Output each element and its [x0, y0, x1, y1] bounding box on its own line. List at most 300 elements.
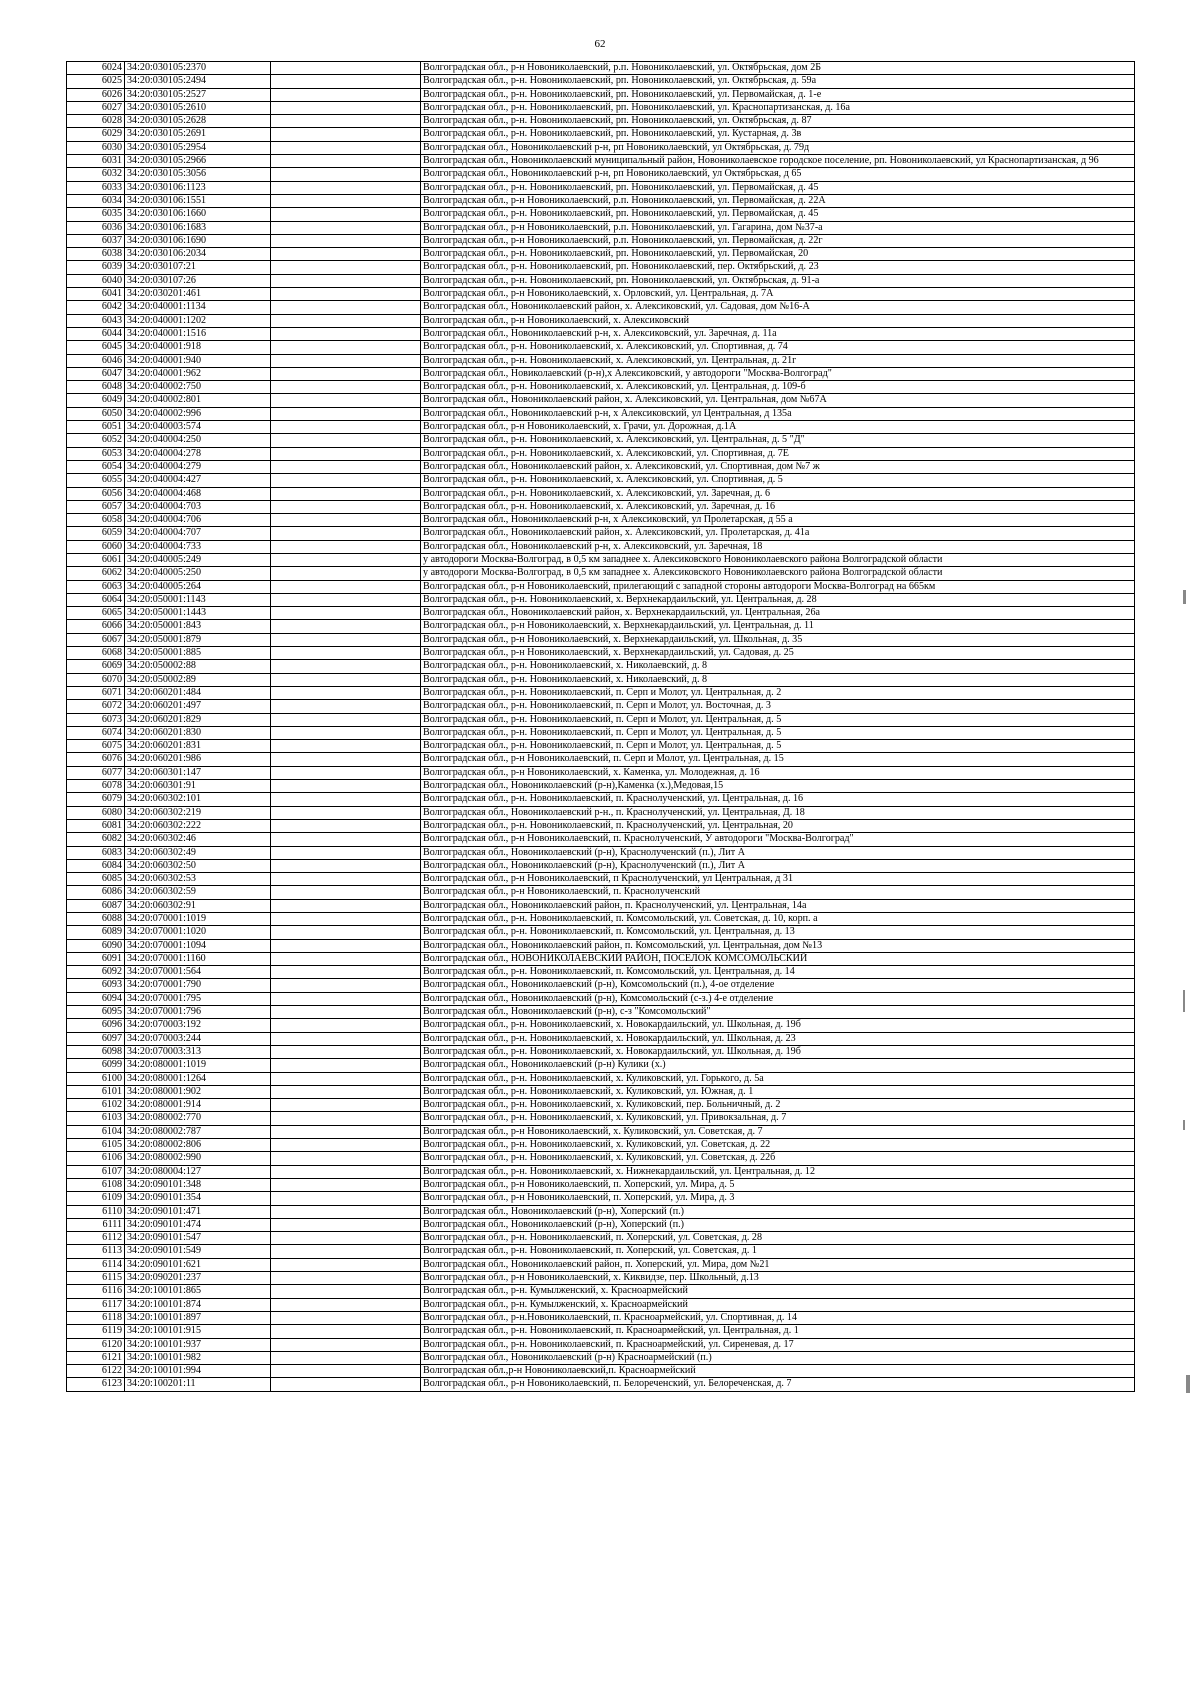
- address: Волгоградская обл., р-н Новониколаевский, х. Верхнекардаильский, ул. Центральная, д. 11: [421, 620, 1135, 633]
- empty-cell: [271, 593, 421, 606]
- cadastral-number: 34:20:040004:707: [125, 527, 271, 540]
- table-row: [67, 913, 1135, 926]
- cadastral-number: 34:20:040001:962: [125, 367, 271, 380]
- cadastral-number: 34:20:070001:790: [125, 979, 271, 992]
- row-number: 6108: [67, 1178, 125, 1191]
- address: Волгоградская обл., р-н. Новониколаевский, х. Новокардаильский, ул. Школьная, д. 19б: [421, 1019, 1135, 1032]
- empty-cell: [271, 1099, 421, 1112]
- empty-cell: [271, 873, 421, 886]
- empty-cell: [271, 580, 421, 593]
- row-number: 6053: [67, 447, 125, 460]
- cadastral-number: 34:20:030201:461: [125, 288, 271, 301]
- address: Волгоградская обл., р-н Новониколаевский, х. Верхнекардаильский, ул. Садовая, д. 25: [421, 647, 1135, 660]
- cadastral-number: 34:20:030107:26: [125, 274, 271, 287]
- row-number: 6104: [67, 1125, 125, 1138]
- row-number: 6050: [67, 407, 125, 420]
- row-number: 6086: [67, 886, 125, 899]
- cadastral-number: 34:20:060201:484: [125, 686, 271, 699]
- row-number: 6070: [67, 673, 125, 686]
- table-row: [67, 780, 1135, 793]
- row-number: 6071: [67, 686, 125, 699]
- address: Волгоградская обл., Новониколаевский район, х. Верхнекардаильский, ул. Центральная, 26а: [421, 607, 1135, 620]
- table-row: [67, 1125, 1135, 1138]
- address: Волгоградская обл., р-н. Новониколаевский, х. Николаевский, д. 8: [421, 660, 1135, 673]
- address: Волгоградская обл., р-н. Новониколаевский, п. Серп и Молот, ул. Центральная, д. 2: [421, 686, 1135, 699]
- empty-cell: [271, 1112, 421, 1125]
- cadastral-number: 34:20:040004:468: [125, 487, 271, 500]
- empty-cell: [271, 1139, 421, 1152]
- table-row: [67, 434, 1135, 447]
- cadastral-number: 34:20:030105:2494: [125, 75, 271, 88]
- row-number: 6060: [67, 540, 125, 553]
- address: Волгоградская обл., Новониколаевский (р-н) Кулики (х.): [421, 1059, 1135, 1072]
- empty-cell: [271, 686, 421, 699]
- row-number: 6103: [67, 1112, 125, 1125]
- row-number: 6107: [67, 1165, 125, 1178]
- cadastral-number: 34:20:040004:250: [125, 434, 271, 447]
- empty-cell: [271, 460, 421, 473]
- row-number: 6078: [67, 780, 125, 793]
- empty-cell: [271, 1258, 421, 1271]
- address: Волгоградская обл., Новониколаевский (р-н),Каменка (х.),Медовая,15: [421, 780, 1135, 793]
- cadastral-number: 34:20:070001:795: [125, 992, 271, 1005]
- cadastral-number: 34:20:060302:101: [125, 793, 271, 806]
- table-row: [67, 713, 1135, 726]
- table-row: [67, 1059, 1135, 1072]
- cadastral-number: 34:20:040001:1202: [125, 314, 271, 327]
- cadastral-number: 34:20:050001:1143: [125, 593, 271, 606]
- cadastral-number: 34:20:060302:46: [125, 833, 271, 846]
- row-number: 6106: [67, 1152, 125, 1165]
- cadastral-number: 34:20:070001:1160: [125, 952, 271, 965]
- cadastral-number: 34:20:080002:787: [125, 1125, 271, 1138]
- address: у автодороги Москва-Волгоград, в 0,5 км западнее х. Алексиковского Новониколаевского района Волгоградской области: [421, 553, 1135, 566]
- address: Волгоградская обл., Новониколаевский (р-н), с-з "Комсомольский": [421, 1006, 1135, 1019]
- cadastral-number: 34:20:030105:2610: [125, 101, 271, 114]
- scan-speck: [1183, 590, 1186, 604]
- cadastral-number: 34:20:060301:91: [125, 780, 271, 793]
- cadastral-number: 34:20:090101:348: [125, 1178, 271, 1191]
- address: Волгоградская обл., Новониколаевский р-н, х Алексиковский, ул Пролетарская, д 55 а: [421, 514, 1135, 527]
- register-table-body: [67, 62, 1135, 1392]
- row-number: 6068: [67, 647, 125, 660]
- row-number: 6054: [67, 460, 125, 473]
- address: Волгоградская обл., р-н. Новониколаевский, п. Серп и Молот, ул. Центральная, д. 5: [421, 740, 1135, 753]
- address: Волгоградская обл., р-н. Новониколаевский, рп. Новониколаевский, ул. Первомайская, д. 1-е: [421, 88, 1135, 101]
- row-number: 6061: [67, 553, 125, 566]
- table-row: [67, 248, 1135, 261]
- empty-cell: [271, 647, 421, 660]
- table-row: [67, 580, 1135, 593]
- row-number: 6052: [67, 434, 125, 447]
- empty-cell: [271, 913, 421, 926]
- table-row: [67, 341, 1135, 354]
- address: Волгоградская обл., Новониколаевский (р-н), Краснолученский (п.), Лит А: [421, 846, 1135, 859]
- table-row: [67, 407, 1135, 420]
- row-number: 6044: [67, 327, 125, 340]
- row-number: 6114: [67, 1258, 125, 1271]
- row-number: 6113: [67, 1245, 125, 1258]
- row-number: 6118: [67, 1311, 125, 1324]
- table-row: [67, 952, 1135, 965]
- empty-cell: [271, 101, 421, 114]
- empty-cell: [271, 979, 421, 992]
- cadastral-number: 34:20:100101:865: [125, 1285, 271, 1298]
- address: Волгоградская обл., Новониколаевский район, х. Алексиковский, ул. Спортивная, дом №7 ж: [421, 460, 1135, 473]
- cadastral-number: 34:20:040001:1516: [125, 327, 271, 340]
- address: Волгоградская обл., р-н Новониколаевский, х. Куликовский, ул. Советская, д. 7: [421, 1125, 1135, 1138]
- cadastral-number: 34:20:040005:264: [125, 580, 271, 593]
- table-row: [67, 474, 1135, 487]
- table-row: [67, 806, 1135, 819]
- cadastral-number: 34:20:030106:1683: [125, 221, 271, 234]
- row-number: 6049: [67, 394, 125, 407]
- row-number: 6076: [67, 753, 125, 766]
- empty-cell: [271, 846, 421, 859]
- empty-cell: [271, 181, 421, 194]
- row-number: 6057: [67, 500, 125, 513]
- row-number: 6067: [67, 633, 125, 646]
- cadastral-number: 34:20:040004:279: [125, 460, 271, 473]
- empty-cell: [271, 1311, 421, 1324]
- row-number: 6069: [67, 660, 125, 673]
- empty-cell: [271, 474, 421, 487]
- cadastral-number: 34:20:050001:1443: [125, 607, 271, 620]
- table-row: [67, 1139, 1135, 1152]
- address: Волгоградская обл., р-н. Новониколаевский, х. Алексиковский, ул. Спортивная, д. 74: [421, 341, 1135, 354]
- table-row: [67, 447, 1135, 460]
- address: Волгоградская обл., Новониколаевский р-н, х. Алексиковский, ул. Заречная, 18: [421, 540, 1135, 553]
- address: Волгоградская обл., р-н Новониколаевский, п Краснолученский, ул Центральная, д 31: [421, 873, 1135, 886]
- cadastral-number: 34:20:060302:49: [125, 846, 271, 859]
- scan-speck: [1186, 1375, 1190, 1393]
- table-row: [67, 1311, 1135, 1324]
- table-row: [67, 421, 1135, 434]
- empty-cell: [271, 487, 421, 500]
- table-row: [67, 593, 1135, 606]
- cadastral-number: 34:20:070001:1094: [125, 939, 271, 952]
- address: Волгоградская обл., р-н. Новониколаевский, п. Серп и Молот, ул. Центральная, д. 5: [421, 713, 1135, 726]
- cadastral-number: 34:20:030106:1660: [125, 208, 271, 221]
- address: Волгоградская обл., р-н. Новониколаевский, х. Николаевский, д. 8: [421, 673, 1135, 686]
- row-number: 6117: [67, 1298, 125, 1311]
- cadastral-number: 34:20:050002:89: [125, 673, 271, 686]
- scan-speck: [1183, 990, 1185, 1012]
- empty-cell: [271, 992, 421, 1005]
- cadastral-number: 34:20:100101:994: [125, 1365, 271, 1378]
- address: Волгоградская обл., р-н Новониколаевский, п. Краснолученский, У автодороги "Москва-Волгоград": [421, 833, 1135, 846]
- table-row: [67, 753, 1135, 766]
- row-number: 6031: [67, 155, 125, 168]
- row-number: 6097: [67, 1032, 125, 1045]
- address: Волгоградская обл., р-н. Кумылженский, х. Красноармейский: [421, 1298, 1135, 1311]
- cadastral-number: 34:20:040005:249: [125, 553, 271, 566]
- address: Волгоградская обл., р-н. Новониколаевский, х. Новокардаильский, ул. Школьная, д. 19б: [421, 1045, 1135, 1058]
- empty-cell: [271, 700, 421, 713]
- page-number: 62: [594, 38, 606, 50]
- cadastral-number: 34:20:040004:278: [125, 447, 271, 460]
- address: Волгоградская обл., р-н. Новониколаевский, п. Комсомольский, ул. Советская, д. 10, корп. а: [421, 913, 1135, 926]
- row-number: 6063: [67, 580, 125, 593]
- address: Волгоградская обл., р-н Новониколаевский, р.п. Новониколаевский, ул. Первомайская, д. 22А: [421, 194, 1135, 207]
- address: Волгоградская обл., р-н. Новониколаевский, рп. Новониколаевский, ул. Краснопартизанская, д. 16а: [421, 101, 1135, 114]
- address: Волгоградская обл., р-н Новониколаевский, р.п. Новониколаевский, ул. Октябрьская, дом 2Б: [421, 62, 1135, 75]
- table-row: [67, 1045, 1135, 1058]
- address: Волгоградская обл., р-н Новониколаевский, х. Каменка, ул. Молодежная, д. 16: [421, 766, 1135, 779]
- table-row: [67, 288, 1135, 301]
- address: Волгоградская обл., р-н. Новониколаевский, х. Куликовский, ул. Советская, д. 22б: [421, 1152, 1135, 1165]
- address: Волгоградская обл., р-н. Новониколаевский, х. Куликовский, пер. Больничный, д. 2: [421, 1099, 1135, 1112]
- table-row: [67, 740, 1135, 753]
- table-row: [67, 1325, 1135, 1338]
- empty-cell: [271, 952, 421, 965]
- empty-cell: [271, 1365, 421, 1378]
- table-row: [67, 833, 1135, 846]
- table-row: [67, 567, 1135, 580]
- row-number: 6064: [67, 593, 125, 606]
- empty-cell: [271, 1165, 421, 1178]
- empty-cell: [271, 288, 421, 301]
- table-row: [67, 859, 1135, 872]
- cadastral-number: 34:20:040003:574: [125, 421, 271, 434]
- empty-cell: [271, 620, 421, 633]
- table-row: [67, 620, 1135, 633]
- empty-cell: [271, 1019, 421, 1032]
- address: Волгоградская обл., Новониколаевский р-н., п. Краснолученский, ул. Центральная, Д. 18: [421, 806, 1135, 819]
- address: Волгоградская обл., Новониколаевский р-н, рп Новониколаевский, ул Октябрьская, д. 79д: [421, 141, 1135, 154]
- table-row: [67, 607, 1135, 620]
- empty-cell: [271, 208, 421, 221]
- cadastral-number: 34:20:090101:474: [125, 1218, 271, 1231]
- empty-cell: [271, 447, 421, 460]
- empty-cell: [271, 88, 421, 101]
- row-number: 6034: [67, 194, 125, 207]
- row-number: 6059: [67, 527, 125, 540]
- table-row: [67, 141, 1135, 154]
- row-number: 6072: [67, 700, 125, 713]
- empty-cell: [271, 806, 421, 819]
- cadastral-number: 34:20:030106:1690: [125, 234, 271, 247]
- row-number: 6099: [67, 1059, 125, 1072]
- table-row: [67, 553, 1135, 566]
- table-row: [67, 1338, 1135, 1351]
- row-number: 6046: [67, 354, 125, 367]
- row-number: 6111: [67, 1218, 125, 1231]
- cadastral-number: 34:20:100101:937: [125, 1338, 271, 1351]
- cadastral-number: 34:20:070001:564: [125, 966, 271, 979]
- address: Волгоградская обл., Новониколаевский район, п. Комсомольский, ул. Центральная, дом №13: [421, 939, 1135, 952]
- empty-cell: [271, 766, 421, 779]
- table-row: [67, 234, 1135, 247]
- empty-cell: [271, 434, 421, 447]
- table-row: [67, 75, 1135, 88]
- cadastral-number: 34:20:080004:127: [125, 1165, 271, 1178]
- row-number: 6082: [67, 833, 125, 846]
- address: Волгоградская обл., р-н. Новониколаевский, рп. Новониколаевский, ул. Октябрьская, д. 59а: [421, 75, 1135, 88]
- table-row: [67, 1285, 1135, 1298]
- table-row: [67, 1112, 1135, 1125]
- address: Волгоградская обл., р-н. Новониколаевский, х. Алексиковский, ул. Центральная, д. 109-б: [421, 381, 1135, 394]
- address: Волгоградская обл., р-н. Новониколаевский, рп. Новониколаевский, ул. Первомайская, д. 45: [421, 208, 1135, 221]
- empty-cell: [271, 753, 421, 766]
- cadastral-number: 34:20:060302:50: [125, 859, 271, 872]
- register-table: [66, 61, 1135, 1392]
- row-number: 6026: [67, 88, 125, 101]
- address: Волгоградская обл., р-н. Новониколаевский, п. Серп и Молот, ул. Центральная, д. 5: [421, 726, 1135, 739]
- cadastral-number: 34:20:030106:1123: [125, 181, 271, 194]
- cadastral-number: 34:20:030105:2691: [125, 128, 271, 141]
- address: Волгоградская обл., р-н. Новониколаевский, х. Куликовский, ул. Советская, д. 22: [421, 1139, 1135, 1152]
- address: Волгоградская обл., р-н.Новониколаевский, п. Красноармейский, ул. Спортивная, д. 14: [421, 1311, 1135, 1324]
- cadastral-number: 34:20:030105:2370: [125, 62, 271, 75]
- table-row: [67, 939, 1135, 952]
- table-row: [67, 168, 1135, 181]
- table-row: [67, 873, 1135, 886]
- row-number: 6101: [67, 1085, 125, 1098]
- address: Волгоградская обл., р-н Новониколаевский, прилегающий с западной стороны автодороги Москва-Волгоград на 665км: [421, 580, 1135, 593]
- row-number: 6027: [67, 101, 125, 114]
- address: Волгоградская обл., Новониколаевский район, п. Краснолученский, ул. Центральная, 14а: [421, 899, 1135, 912]
- address: Волгоградская обл., Новониколаевский муниципальный район, Новониколаевское городское поселение, рп. Новониколаевский, ул Краснопартизанская, д 96: [421, 155, 1135, 168]
- empty-cell: [271, 155, 421, 168]
- cadastral-number: 34:20:070003:192: [125, 1019, 271, 1032]
- cadastral-number: 34:20:050001:879: [125, 633, 271, 646]
- table-row: [67, 700, 1135, 713]
- table-row: [67, 886, 1135, 899]
- address: Волгоградская обл., р-н. Новониколаевский, х. Алексиковский, ул. Заречная, д. 6: [421, 487, 1135, 500]
- table-row: [67, 1378, 1135, 1391]
- table-row: [67, 527, 1135, 540]
- address: Волгоградская обл., р-н Новониколаевский, п. Хоперский, ул. Мира, д. 5: [421, 1178, 1135, 1191]
- empty-cell: [271, 327, 421, 340]
- row-number: 6079: [67, 793, 125, 806]
- empty-cell: [271, 1351, 421, 1364]
- address: Волгоградская обл., Новониколаевский район, п. Хоперский, ул. Мира, дом №21: [421, 1258, 1135, 1271]
- address: Волгоградская обл., р-н. Новониколаевский, п. Красноармейский, ул. Сиреневая, д. 17: [421, 1338, 1135, 1351]
- row-number: 6055: [67, 474, 125, 487]
- table-row: [67, 992, 1135, 1005]
- cadastral-number: 34:20:030107:21: [125, 261, 271, 274]
- empty-cell: [271, 740, 421, 753]
- address: Волгоградская обл., р-н. Новониколаевский, рп. Новониколаевский, ул. Первомайская, д. 45: [421, 181, 1135, 194]
- address: Волгоградская обл., р-н. Новониколаевский, п. Хоперский, ул. Советская, д. 1: [421, 1245, 1135, 1258]
- table-row: [67, 1006, 1135, 1019]
- cadastral-number: 34:20:070003:313: [125, 1045, 271, 1058]
- row-number: 6041: [67, 288, 125, 301]
- cadastral-number: 34:20:060302:59: [125, 886, 271, 899]
- address: Волгоградская обл., Новониколаевский р-н, х Алексиковский, ул Центральная, д 135а: [421, 407, 1135, 420]
- address: Волгоградская обл., Новониколаевский (р-н), Краснолученский (п.), Лит А: [421, 859, 1135, 872]
- cadastral-number: 34:20:070001:1020: [125, 926, 271, 939]
- cadastral-number: 34:20:100101:874: [125, 1298, 271, 1311]
- address: Волгоградская обл., р-н Новониколаевский, р.п. Новониколаевский, ул. Первомайская, д. 22г: [421, 234, 1135, 247]
- row-number: 6109: [67, 1192, 125, 1205]
- address: Волгоградская обл., р-н. Новониколаевский, х. Новокардаильский, ул. Школьная, д. 23: [421, 1032, 1135, 1045]
- cadastral-number: 34:20:030106:1551: [125, 194, 271, 207]
- empty-cell: [271, 713, 421, 726]
- table-row: [67, 1165, 1135, 1178]
- address: Волгоградская обл., Новониколаевский р-н, рп Новониколаевский, ул Октябрьская, д 65: [421, 168, 1135, 181]
- cadastral-number: 34:20:070001:1019: [125, 913, 271, 926]
- table-row: [67, 381, 1135, 394]
- address: Волгоградская обл., р-н. Новониколаевский, х. Алексиковский, ул. Центральная, д. 5 "Д": [421, 434, 1135, 447]
- empty-cell: [271, 1272, 421, 1285]
- table-row: [67, 261, 1135, 274]
- empty-cell: [271, 248, 421, 261]
- address: Волгоградская обл., р-н. Новониколаевский, п. Комсомольский, ул. Центральная, д. 14: [421, 966, 1135, 979]
- cadastral-number: 34:20:040004:427: [125, 474, 271, 487]
- empty-cell: [271, 407, 421, 420]
- cadastral-number: 34:20:090101:621: [125, 1258, 271, 1271]
- cadastral-number: 34:20:060302:91: [125, 899, 271, 912]
- address: Волгоградская обл., р-н. Новониколаевский, х. Алексиковский, ул. Заречная, д. 16: [421, 500, 1135, 513]
- table-row: [67, 394, 1135, 407]
- empty-cell: [271, 567, 421, 580]
- table-row: [67, 1032, 1135, 1045]
- address: Волгоградская обл., р-н. Новониколаевский, рп. Новониколаевский, пер. Октябрьский, д. 23: [421, 261, 1135, 274]
- row-number: 6095: [67, 1006, 125, 1019]
- row-number: 6120: [67, 1338, 125, 1351]
- cadastral-number: 34:20:080002:990: [125, 1152, 271, 1165]
- cadastral-number: 34:20:030105:2527: [125, 88, 271, 101]
- row-number: 6096: [67, 1019, 125, 1032]
- empty-cell: [271, 553, 421, 566]
- table-row: [67, 314, 1135, 327]
- row-number: 6112: [67, 1232, 125, 1245]
- empty-cell: [271, 660, 421, 673]
- address: Волгоградская обл., Новониколаевский район, х. Алексиковский, ул. Садовая, дом №16-А: [421, 301, 1135, 314]
- empty-cell: [271, 607, 421, 620]
- table-row: [67, 673, 1135, 686]
- address: Волгоградская обл., р-н Новониколаевский, п. Белореченский, ул. Белореченская, д. 7: [421, 1378, 1135, 1391]
- row-number: 6066: [67, 620, 125, 633]
- cadastral-number: 34:20:080001:1264: [125, 1072, 271, 1085]
- row-number: 6056: [67, 487, 125, 500]
- table-row: [67, 115, 1135, 128]
- row-number: 6045: [67, 341, 125, 354]
- row-number: 6039: [67, 261, 125, 274]
- empty-cell: [271, 141, 421, 154]
- empty-cell: [271, 926, 421, 939]
- empty-cell: [271, 500, 421, 513]
- table-row: [67, 899, 1135, 912]
- cadastral-number: 34:20:100101:915: [125, 1325, 271, 1338]
- table-row: [67, 1152, 1135, 1165]
- cadastral-number: 34:20:040004:703: [125, 500, 271, 513]
- table-row: [67, 1365, 1135, 1378]
- cadastral-number: 34:20:040001:940: [125, 354, 271, 367]
- table-row: [67, 88, 1135, 101]
- address: Волгоградская обл., Новониколаевский р-н, х. Алексиковский, ул. Заречная, д. 11а: [421, 327, 1135, 340]
- row-number: 6093: [67, 979, 125, 992]
- empty-cell: [271, 793, 421, 806]
- empty-cell: [271, 274, 421, 287]
- cadastral-number: 34:20:090101:549: [125, 1245, 271, 1258]
- row-number: 6075: [67, 740, 125, 753]
- empty-cell: [271, 1232, 421, 1245]
- table-row: [67, 1245, 1135, 1258]
- empty-cell: [271, 1298, 421, 1311]
- row-number: 6077: [67, 766, 125, 779]
- cadastral-number: 34:20:060301:147: [125, 766, 271, 779]
- row-number: 6081: [67, 819, 125, 832]
- address: Волгоградская обл., р-н Новониколаевский, х. Грачи, ул. Дорожная, д.1А: [421, 421, 1135, 434]
- empty-cell: [271, 633, 421, 646]
- empty-cell: [271, 354, 421, 367]
- empty-cell: [271, 394, 421, 407]
- empty-cell: [271, 673, 421, 686]
- table-row: [67, 208, 1135, 221]
